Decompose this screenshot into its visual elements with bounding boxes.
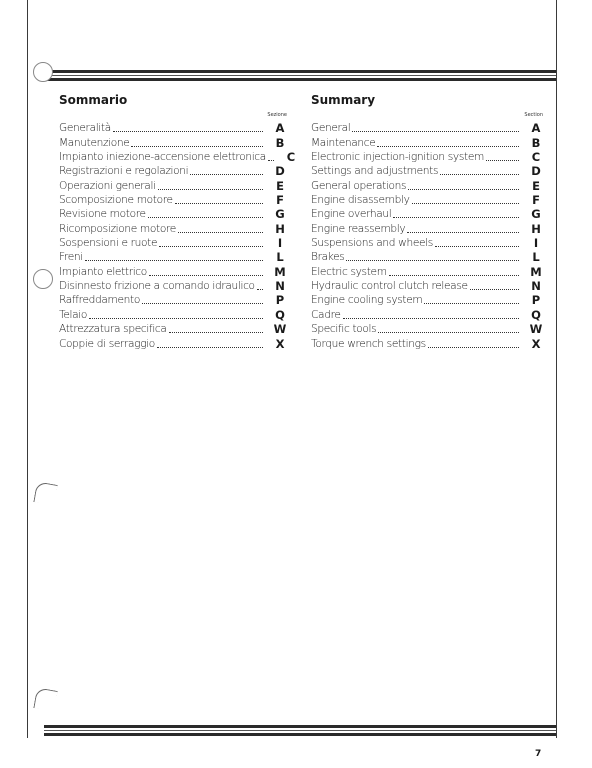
english-contents — [311, 92, 543, 351]
toc-entry — [59, 178, 287, 192]
section-letter: E — [532, 178, 540, 193]
toc-entry-label: Sospensioni e ruote — [59, 237, 158, 250]
section-letter: I — [533, 236, 539, 251]
toc-entry-label: Generalità — [59, 122, 111, 135]
toc-entry-label: Raffreddamento — [59, 294, 140, 307]
toc-entry-label: Impianto elettrico — [59, 265, 147, 278]
toc-entry — [311, 307, 543, 321]
dot-leader — [158, 189, 263, 190]
section-letter: L — [276, 250, 284, 265]
dot-leader — [435, 246, 519, 247]
toc-entry-label: Revisione motore — [59, 208, 146, 221]
toc-entry-label: Freni — [59, 251, 83, 264]
section-letter: F — [532, 193, 540, 208]
section-letter: L — [532, 250, 540, 265]
dot-leader — [412, 203, 520, 204]
dot-leader — [343, 318, 519, 319]
toc-entry-label: Attrezzatura specifica — [59, 323, 167, 336]
toc-entry-label: Operazioni generali — [59, 179, 156, 192]
section-letter: F — [276, 193, 284, 208]
section-letter: H — [275, 221, 285, 236]
toc-entry — [311, 178, 543, 192]
dot-leader — [149, 275, 263, 276]
toc-entry — [59, 150, 296, 165]
toc-entry-label: Maintenance — [311, 136, 376, 149]
toc-entry — [59, 307, 287, 321]
dot-leader — [408, 189, 519, 190]
section-letter: I — [277, 236, 283, 251]
dot-leader — [428, 347, 519, 348]
binder-hole — [33, 269, 53, 289]
dot-leader — [407, 232, 519, 233]
toc-entry-label: General operations — [311, 179, 407, 192]
section-letter: D — [531, 164, 541, 179]
toc-entry — [311, 207, 543, 221]
dot-leader — [142, 303, 263, 304]
toc-entry-label: Registrazioni e regolazioni — [59, 165, 189, 178]
toc-entry-label: Suspensions and wheels — [311, 237, 433, 250]
toc-entry-label: Engine overhaul — [311, 208, 392, 221]
section-letter: X — [275, 336, 285, 351]
toc-entry-label: Torque wrench settings — [311, 337, 426, 350]
toc-entry — [59, 279, 287, 293]
toc-entry — [311, 336, 543, 350]
toc-entry-label: Scomposizione motore — [59, 194, 173, 207]
section-letter: X — [531, 336, 541, 351]
toc-entry — [59, 322, 287, 336]
section-letter: P — [275, 293, 285, 308]
section-letter: A — [531, 121, 541, 136]
section-letter: Q — [531, 307, 541, 322]
dot-leader — [352, 131, 519, 132]
dot-leader — [378, 332, 519, 333]
toc-entry-label: Engine reassembly — [311, 222, 406, 235]
dot-leader — [190, 174, 263, 175]
toc-entry — [59, 336, 287, 350]
dot-leader — [157, 347, 263, 348]
toc-entry — [59, 264, 287, 278]
toc-entry — [59, 121, 287, 135]
toc-entry-label: Impianto iniezione-accensione elettronica — [59, 151, 266, 164]
italian-title: Sommario — [59, 93, 128, 107]
section-letter: Q — [275, 307, 285, 322]
toc-entry — [311, 193, 543, 207]
dot-leader — [178, 232, 263, 233]
toc-entry-label: Settings and adjustments — [311, 165, 439, 178]
toc-entry — [311, 164, 543, 178]
toc-entry — [311, 322, 543, 336]
dot-leader — [440, 174, 519, 175]
dot-leader — [131, 146, 263, 147]
toc-entry-label: Electric system — [311, 265, 387, 278]
section-letter: C — [286, 150, 296, 165]
dot-leader — [159, 246, 263, 247]
toc-entry — [311, 135, 543, 149]
toc-entry — [311, 121, 543, 135]
footer-rule — [44, 725, 556, 738]
dot-leader — [257, 289, 263, 290]
toc-entry — [311, 221, 543, 235]
toc-entry-label: Ricomposizione motore — [59, 222, 176, 235]
dot-leader — [89, 318, 263, 319]
section-letter: C — [531, 150, 541, 165]
toc-entry-label: Manutenzione — [59, 136, 130, 149]
dot-leader — [148, 217, 263, 218]
section-letter: A — [275, 121, 285, 136]
toc-entry — [311, 279, 543, 293]
dot-leader — [268, 160, 274, 161]
dot-leader — [175, 203, 263, 204]
dot-leader — [346, 260, 519, 261]
toc-entry — [311, 293, 543, 307]
dot-leader — [393, 217, 519, 218]
dot-leader — [377, 146, 519, 147]
toc-entry — [59, 250, 287, 264]
section-letter: E — [276, 178, 284, 193]
dot-leader — [470, 289, 519, 290]
toc-entry — [311, 150, 543, 164]
section-letter: D — [275, 164, 285, 179]
toc-entry — [59, 193, 287, 207]
section-letter: B — [275, 135, 285, 150]
toc-entry-label: General — [311, 122, 351, 135]
italian-contents — [59, 92, 296, 351]
section-letter: M — [274, 264, 286, 279]
toc-entry-label: Cadre — [311, 308, 341, 321]
toc-entry-label: Disinnesto frizione a comando idraulico — [59, 280, 255, 293]
toc-entry-label: Hydraulic control clutch release — [311, 280, 468, 293]
section-letter: G — [275, 207, 285, 222]
dot-leader — [85, 260, 263, 261]
binder-hole — [33, 62, 53, 82]
dot-leader — [169, 332, 263, 333]
section-letter: N — [275, 279, 285, 294]
toc-entry — [311, 264, 543, 278]
toc-entry — [59, 236, 287, 250]
toc-entry-label: Coppie di serraggio — [59, 337, 155, 350]
dot-leader — [113, 131, 263, 132]
section-letter: H — [531, 221, 541, 236]
toc-entry-label: Electronic injection-ignition system — [311, 151, 484, 164]
section-letter: W — [529, 322, 543, 337]
dot-leader — [389, 275, 519, 276]
toc-entry — [59, 221, 287, 235]
italian-toc-list — [59, 121, 296, 351]
toc-entry-label: Specific tools — [311, 323, 377, 336]
section-letter: B — [531, 135, 541, 150]
section-letter: P — [531, 293, 541, 308]
toc-entry — [311, 236, 543, 250]
toc-entry-label: Engine disassembly — [311, 194, 410, 207]
english-section-header: Section — [524, 112, 543, 118]
english-title: Summary — [311, 93, 376, 107]
toc-entry — [59, 135, 287, 149]
english-toc-list — [311, 121, 543, 351]
toc-entry — [59, 207, 287, 221]
section-letter: W — [273, 322, 287, 337]
toc-entry — [59, 164, 287, 178]
dot-leader — [424, 303, 519, 304]
section-letter: G — [531, 207, 541, 222]
section-letter: M — [530, 264, 542, 279]
toc-entry-label: Engine cooling system — [311, 294, 423, 307]
header-rule — [44, 70, 556, 83]
toc-entry-label: Brakes — [311, 251, 345, 264]
dot-leader — [486, 160, 519, 161]
toc-entry — [59, 293, 287, 307]
section-letter: N — [531, 279, 541, 294]
toc-entry-label: Telaio — [59, 308, 87, 321]
toc-entry — [311, 250, 543, 264]
italian-section-header: Sezione — [267, 112, 287, 118]
page-number: 7 — [535, 749, 542, 759]
